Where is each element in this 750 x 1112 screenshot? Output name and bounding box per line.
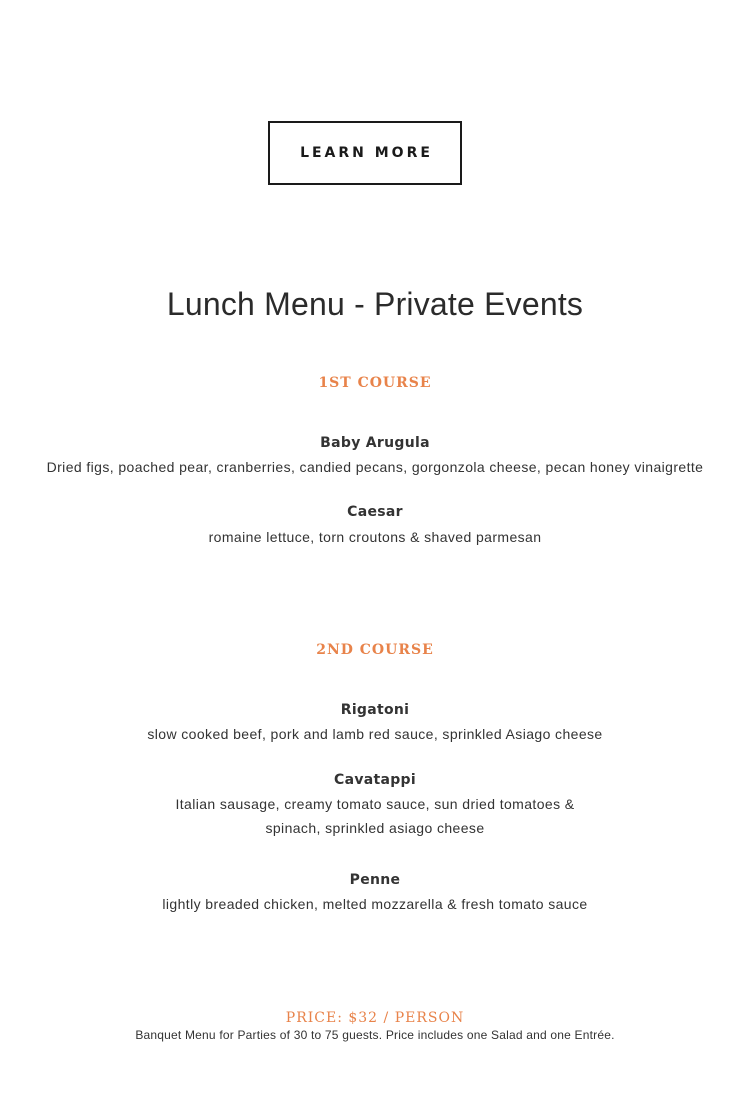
menu-item-description: lightly breaded chicken, melted mozzarella & fresh tomato sauce xyxy=(162,896,588,912)
banquet-note: Banquet Menu for Parties of 30 to 75 guests. Price includes one Salad and one Entrée. xyxy=(135,1028,615,1042)
menu-item-description: romaine lettuce, torn croutons & shaved parmesan xyxy=(208,529,542,545)
menu-item-description: Dried figs, poached pear, cranberries, candied pecans, gorgonzola cheese, pecan honey vinaigrette xyxy=(46,459,704,475)
menu-item-name: Rigatoni xyxy=(340,702,410,718)
menu-item-name: Caesar xyxy=(347,504,403,520)
price-label: PRICE: $32 / PERSON xyxy=(285,1010,465,1026)
menu-item-name: Cavatappi xyxy=(334,772,416,788)
page-title: Lunch Menu - Private Events xyxy=(166,286,584,322)
learn-more-button[interactable]: LEARN MORE xyxy=(268,121,462,185)
menu-item-description-line-2: spinach, sprinkled asiago cheese xyxy=(265,820,485,836)
course-heading-first: 1ST COURSE xyxy=(318,375,432,391)
course-heading-second: 2ND COURSE xyxy=(316,642,434,658)
menu-item-description: slow cooked beef, pork and lamb red sauce, sprinkled Asiago cheese xyxy=(147,726,603,742)
menu-item-name: Penne xyxy=(349,872,401,888)
menu-item-name: Baby Arugula xyxy=(320,435,430,451)
menu-item-description-line-1: Italian sausage, creamy tomato sauce, sun dried tomatoes & xyxy=(175,796,575,812)
